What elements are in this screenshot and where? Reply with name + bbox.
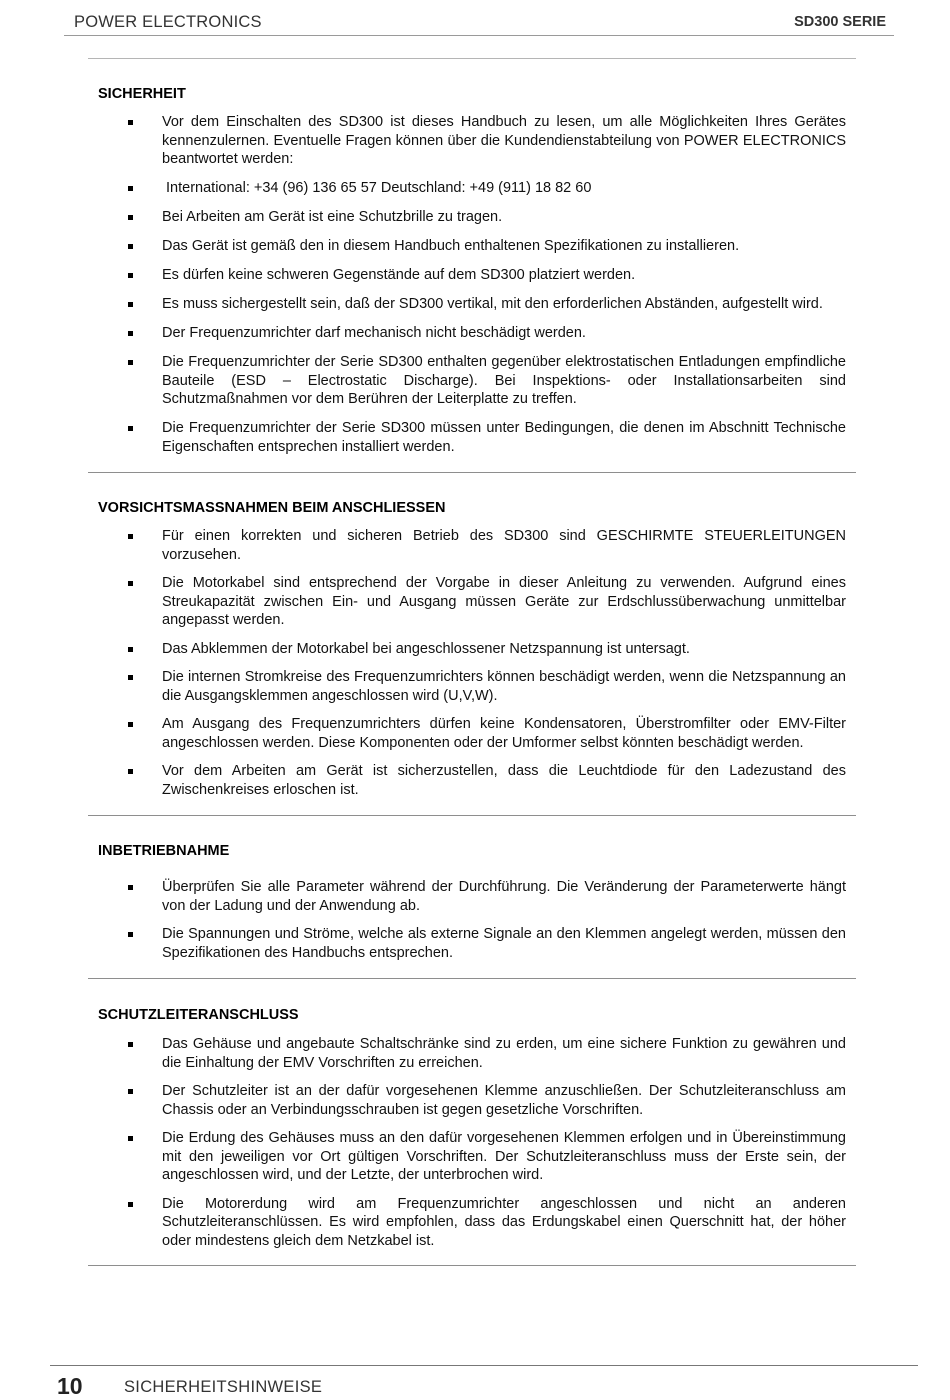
list-item [88, 353, 856, 409]
series-name: SD300 SERIE [794, 14, 886, 30]
section-sicherheit [88, 59, 856, 473]
footer-section-title: SICHERHEITSHINWEISE [124, 1378, 323, 1396]
list-item [88, 715, 856, 752]
list-item [88, 1195, 856, 1251]
list-item [88, 324, 856, 343]
list-item [88, 1082, 856, 1119]
list-item-text: Bei Arbeiten am Gerät ist eine Schutzbrille zu tragen. [162, 209, 503, 225]
list-item-text: Die internen Stromkreise des Frequenzumrichters können beschädigt werden, wenn die Netzspannung an die Ausgangsklemmen angeschlossen wird (U,V,W). [162, 669, 846, 704]
section-title: SICHERHEIT [98, 86, 186, 102]
square-bullet-icon [128, 534, 133, 539]
list-item-text: Vor dem Arbeiten am Gerät ist sicherzustellen, dass die Leuchtdiode für den Ladezustand des Zwischenkreises erloschen ist. [162, 763, 846, 798]
list-item-text: Am Ausgang des Frequenzumrichters dürfen keine Kondensatoren, Überstromfilter oder EMV-Filter angeschlossen werden. Diese Komponenten oder der Umformer selbst könnten beschädigt werden. [162, 716, 846, 751]
bullet-list [88, 1035, 856, 1250]
square-bullet-icon [128, 273, 133, 278]
square-bullet-icon [128, 215, 133, 220]
square-bullet-icon [128, 1042, 133, 1047]
bullet-list [88, 527, 856, 799]
square-bullet-icon [128, 186, 133, 191]
section-vorsichtsmassnahmen [88, 473, 856, 816]
square-bullet-icon [128, 769, 133, 774]
list-item [88, 574, 856, 630]
list-item [88, 527, 856, 564]
section-title: VORSICHTSMASSNAHMEN BEIM ANSCHLIESSEN [98, 500, 446, 516]
list-item [88, 1035, 856, 1072]
page-header [64, 0, 894, 36]
section-title: SCHUTZLEITERANSCHLUSS [98, 1007, 299, 1023]
list-item-text: Die Motorerdung wird am Frequenzumrichter angeschlossen und nicht an anderen Schutzleiteranschlüssen. Es wird empfohlen, dass das Erdungskabel einen Querschnitt hat, der höher oder mindestens gleich dem Netzkabel ist. [162, 1195, 846, 1249]
list-item-text: Die Motorkabel sind entsprechend der Vorgabe in dieser Anleitung zu verwenden. Aufgrund eines Streukapazität zwischen Ein- und Ausgang müssen Geräte zur Erdschlussüberwachung unmittelbar angepasst werden. [162, 575, 846, 628]
page-number: 10 [57, 1373, 83, 1399]
square-bullet-icon [128, 1136, 133, 1141]
square-bullet-icon [128, 331, 133, 336]
square-bullet-icon [128, 581, 133, 586]
square-bullet-icon [128, 1202, 133, 1207]
list-item [88, 266, 856, 285]
list-item-text: Die Frequenzumrichter der Serie SD300 müssen unter Bedingungen, die denen im Abschnitt Technische Eigenschaften entsprechen installiert werden. [162, 420, 846, 455]
list-item-text: Der Schutzleiter ist an der dafür vorgesehenen Klemme anzuschließen. Der Schutzleiteranschluss am Chassis oder an Verbindungsschrauben ist gegen gesetzliche Vorschriften. [162, 1083, 846, 1118]
list-item-text: Der Frequenzumrichter darf mechanisch nicht beschädigt werden. [162, 325, 586, 341]
list-item [88, 295, 856, 314]
list-item-text: Das Gehäuse und angebaute Schaltschränke sind zu erden, um eine sichere Funktion zu gewähren und die Einhaltung der EMV Vorschriften zu erreichen. [162, 1036, 846, 1071]
list-item [88, 208, 856, 227]
list-item-text: Es muss sichergestellt sein, daß der SD300 vertikal, mit den erforderlichen Abständen, aufgestellt wird. [162, 296, 823, 312]
list-item [88, 113, 856, 169]
square-bullet-icon [128, 885, 133, 890]
bullet-list [88, 878, 856, 962]
list-item-text: Vor dem Einschalten des SD300 ist dieses Handbuch zu lesen, um alle Möglichkeiten Ihres Gerätes kennenzulernen. Eventuelle Fragen können über die Kundendienstabteilung von POWER ELECTRONICS beantwortet werden: [162, 114, 846, 167]
list-item [88, 419, 856, 456]
square-bullet-icon [128, 647, 133, 652]
document-body [88, 58, 856, 1266]
list-item [88, 762, 856, 799]
list-item-text: Die Erdung des Gehäuses muss an den dafür vorgesehenen Klemmen erfolgen und in Übereinstimmung mit den jeweiligen vor Ort gültigen Vorschriften. Der Schutzleiteranschluss muss der Erste sein, der angeschlossen wird, und der Letzte, der unterbrochen wird. [162, 1130, 846, 1183]
bullet-list [88, 113, 856, 456]
list-item-text: Die Spannungen und Ströme, welche als externe Signale an den Klemmen angelegt werden, müssen den Spezifikationen des Handbuchs entsprechen. [162, 926, 846, 961]
list-item-text: Überprüfen Sie alle Parameter während der Durchführung. Die Veränderung der Parameterwerte hängt von der Ladung und der Anwendung ab. [162, 879, 846, 914]
square-bullet-icon [128, 426, 133, 431]
list-item-text: Das Abklemmen der Motorkabel bei angeschlossener Netzspannung ist untersagt. [162, 640, 690, 657]
list-item-text: Für einen korrekten und sicheren Betrieb des SD300 sind GESCHIRMTE STEUERLEITUNGEN vorzusehen. [162, 528, 846, 563]
section-title: INBETRIEBNAHME [98, 843, 230, 859]
square-bullet-icon [128, 932, 133, 937]
list-item-text: Es dürfen keine schweren Gegenstände auf dem SD300 platziert werden. [162, 267, 636, 283]
page-footer [50, 1365, 918, 1399]
square-bullet-icon [128, 120, 133, 125]
brand-name: POWER ELECTRONICS [74, 13, 262, 31]
square-bullet-icon [128, 675, 133, 680]
square-bullet-icon [128, 722, 133, 727]
list-item [88, 179, 856, 198]
section-schutzleiteranschluss [88, 979, 856, 1266]
list-item-text: Das Gerät ist gemäß den in diesem Handbuch enthaltenen Spezifikationen zu installieren. [162, 238, 740, 254]
list-item [88, 1129, 856, 1185]
list-item [88, 925, 856, 962]
list-item [88, 668, 856, 705]
square-bullet-icon [128, 360, 133, 365]
list-item-text: International: +34 (96) 136 65 57 Deutschland: +49 (911) 18 82 60 [162, 180, 592, 196]
square-bullet-icon [128, 1089, 133, 1094]
list-item [88, 878, 856, 915]
square-bullet-icon [128, 302, 133, 307]
list-item [88, 237, 856, 256]
square-bullet-icon [128, 244, 133, 249]
list-item-text: Die Frequenzumrichter der Serie SD300 enthalten gegenüber elektrostatischen Entladungen empfindliche Bauteile (ESD – Electrostatic Discharge). Bei Inspektions- oder Installationsarbeiten sind Schutzmaßnahmen vor dem Berühren der Leiterplatte zu treffen. [162, 354, 846, 407]
section-inbetriebnahme [88, 816, 856, 979]
list-item [88, 640, 856, 659]
